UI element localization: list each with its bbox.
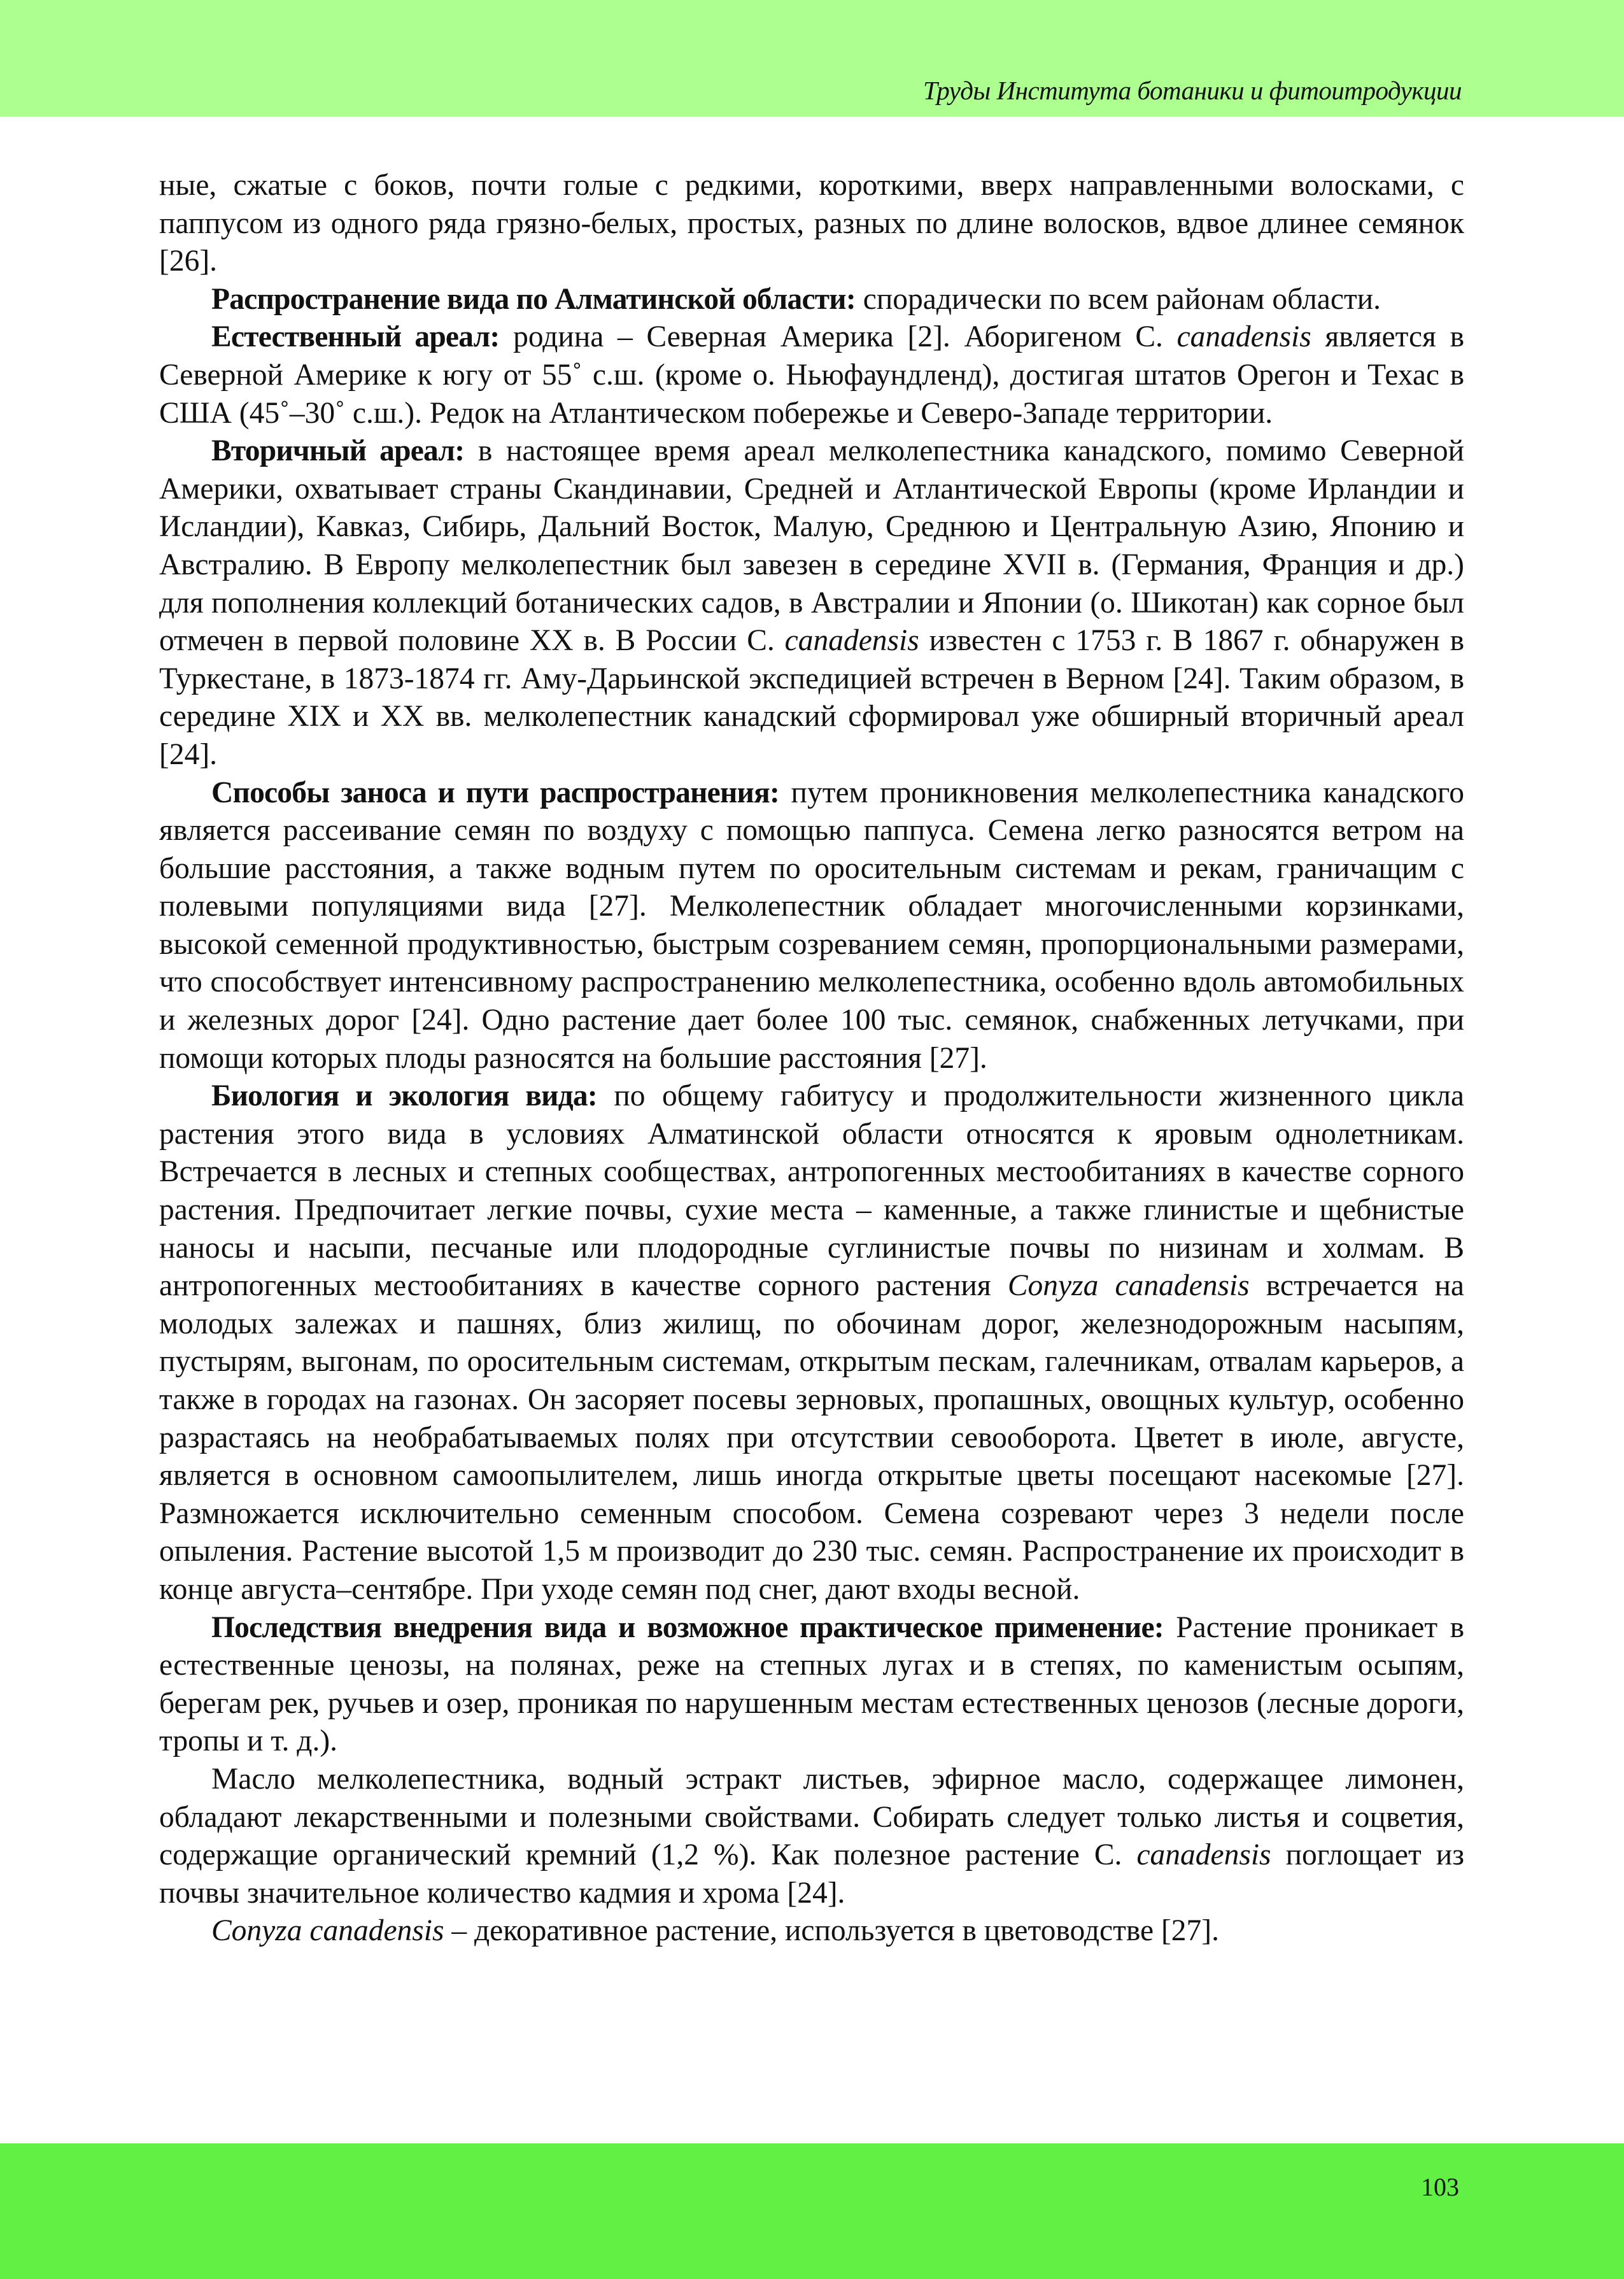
paragraph-text: является в Северной Америке к югу от 55˚ с.ш. (кроме о. Ньюфаундленд), достигая штатов Орегон и Техас в США (45˚–30˚ с.ш.). Редок на Атлантическом побережье и Северо-Западе территории.	[159, 320, 1465, 430]
species-name: Conyza canadensis	[211, 1914, 444, 1948]
paragraph-text: родина – Северная Америка [2]. Аборигеном C.	[499, 320, 1177, 354]
species-name: Conyza canadensis	[1007, 1269, 1250, 1303]
journal-title: Труды Института ботаники и фитоитродукции	[922, 76, 1462, 105]
paragraph-distribution-almaty	[159, 281, 1464, 319]
paragraph-biology-ecology	[159, 1077, 1464, 1608]
species-name: canadensis	[1136, 1838, 1271, 1872]
paragraph-natural-range	[159, 318, 1464, 432]
paragraph-spread-methods	[159, 774, 1464, 1078]
paragraph-text: поглощает из почвы значительное количество кадмия и хрома [24].	[159, 1838, 1464, 1910]
header-band	[0, 0, 1624, 117]
section-heading: Биология и экология вида:	[211, 1079, 597, 1113]
section-heading: Распространение вида по Алматинской области:	[211, 282, 856, 316]
paragraph-medicinal-use	[159, 1761, 1464, 1912]
paragraph-text: – декоративное растение, используется в цветоводстве [27].	[444, 1914, 1219, 1948]
paragraph-text: по общему габитусу и продолжительности жизненного цикла растения этого вида в условиях Алматинской области относятся к яровым однолетникам. Встречается в лесных и степных сообществах, антропогенных местообитаниях в качестве сорного растения. Предпочитает легкие почвы, сухие места – каменные, а также глинистые и щебнистые наносы и насыпи, песчаные или плодородные суглинистые почвы по низинам и холмам. В антропогенных местообитаниях в качестве сорного растения	[159, 1079, 1465, 1303]
paragraph-text: Растение проникает в естественные ценозы, на полянах, реже на степных лугах и в степях, по каменистым осыпям, берегам рек, ручьев и озер, проникая по нарушенным местам естественных ценозов (лесные дороги, тропы и т. д.).	[159, 1610, 1464, 1758]
paragraph-text: в настоящее время ареал мелколепестника канадского, помимо Северной Америки, охватывает страны Скандинавии, Средней и Атлантической Европы (кроме Ирландии и Исландии), Кавказ, Сибирь, Дальний Восток, Малую, Среднюю и Центральную Азию, Японию и Австралию. В Европу мелколепестник был завезен в середине XVII в. (Германия, Франция и др.) для пополнения коллекций ботанических садов, в Австралии и Японии (о. Шикотан) как сорное был отмечен в первой половине XX в. В России C.	[159, 434, 1464, 658]
paragraph-text: ные, сжатые с боков, почти голые с редкими, короткими, вверх направленными волосками, с паппусом из одного ряда грязно-белых, простых, разных по длине волосков, вдвое длинее семянок [26].	[159, 169, 1464, 278]
article-body	[159, 167, 1464, 1950]
species-name: canadensis	[784, 624, 919, 658]
paragraph-text: Масло мелколепестника, водный эстракт листьев, эфирное масло, содержащее лимонен, обладают лекарственными и полезными свойствами. Собирать следует только листья и соцветия, содержащие органический кремний (1,2 %). Как полезное растение C.	[159, 1762, 1464, 1872]
section-heading: Последствия внедрения вида и возможное практическое применение:	[211, 1610, 1164, 1644]
footer-band	[0, 2143, 1624, 2279]
paragraph-text: известен с 1753 г. В 1867 г. обнаружен в Туркестане, в 1873-1874 гг. Аму-Дарьинской экспедицией встречен в Верном [24]. Таким образом, в середине XIX и XX вв. мелколепестник канадский сформировал уже обширный вторичный ареал [24].	[159, 624, 1465, 771]
paragraph-secondary-range	[159, 432, 1464, 774]
page-number: 103	[1421, 2173, 1459, 2201]
section-heading: Естественный ареал:	[211, 320, 500, 354]
paragraph-text: путем проникновения мелколепестника канадского является рассеивание семян по воздуху с помощью паппуса. Семена легко разносятся ветром на большие расстояния, а также водным путем по оросительным системам и рекам, граничащим с полевыми популяциями вида [27]. Мелколепестник обладает многочисленными корзинками, высокой семенной продуктивностью, быстрым созреванием семян, пропорциональными размерами, что способствует интенсивному распространению мелколепестника, особенно вдоль автомобильных и железных дорог [24]. Одно растение дает более 100 тыс. семянок, снабженных летучками, при помощи которых плоды разносятся на большие расстояния [27].	[159, 776, 1464, 1075]
section-heading: Вторичный ареал:	[211, 434, 465, 468]
section-heading: Способы заноса и пути распространения:	[211, 776, 779, 809]
paragraph-consequences-application	[159, 1609, 1464, 1761]
paragraph-description-continuation	[159, 167, 1464, 281]
paragraph-text: встречается на молодых залежах и пашнях, близ жилищ, по обочинам дорог, железнодорожным насыпям, пустырям, выгонам, по оросительным системам, открытым пескам, галечникам, отвалам карьеров, а также в городах на газонах. Он засоряет посевы зерновых, пропашных, овощных культур, особенно разрастаясь на необрабатываемых полях при отсутствии севооборота. Цветет в июле, августе, является в основном самоопылителем, лишь иногда открытые цветы посещают насекомые [27]. Размножается исключительно семенным способом. Семена созревают через 3 недели после опыления. Растение высотой 1,5 м производит до 230 тыс. семян. Распространение их происходит в конце августа–сентябре. При уходе семян под снег, дают входы весной.	[159, 1269, 1464, 1606]
paragraph-text: спорадически по всем районам области.	[855, 282, 1381, 316]
species-name: canadensis	[1176, 320, 1311, 354]
paragraph-decorative-use	[159, 1912, 1464, 1950]
